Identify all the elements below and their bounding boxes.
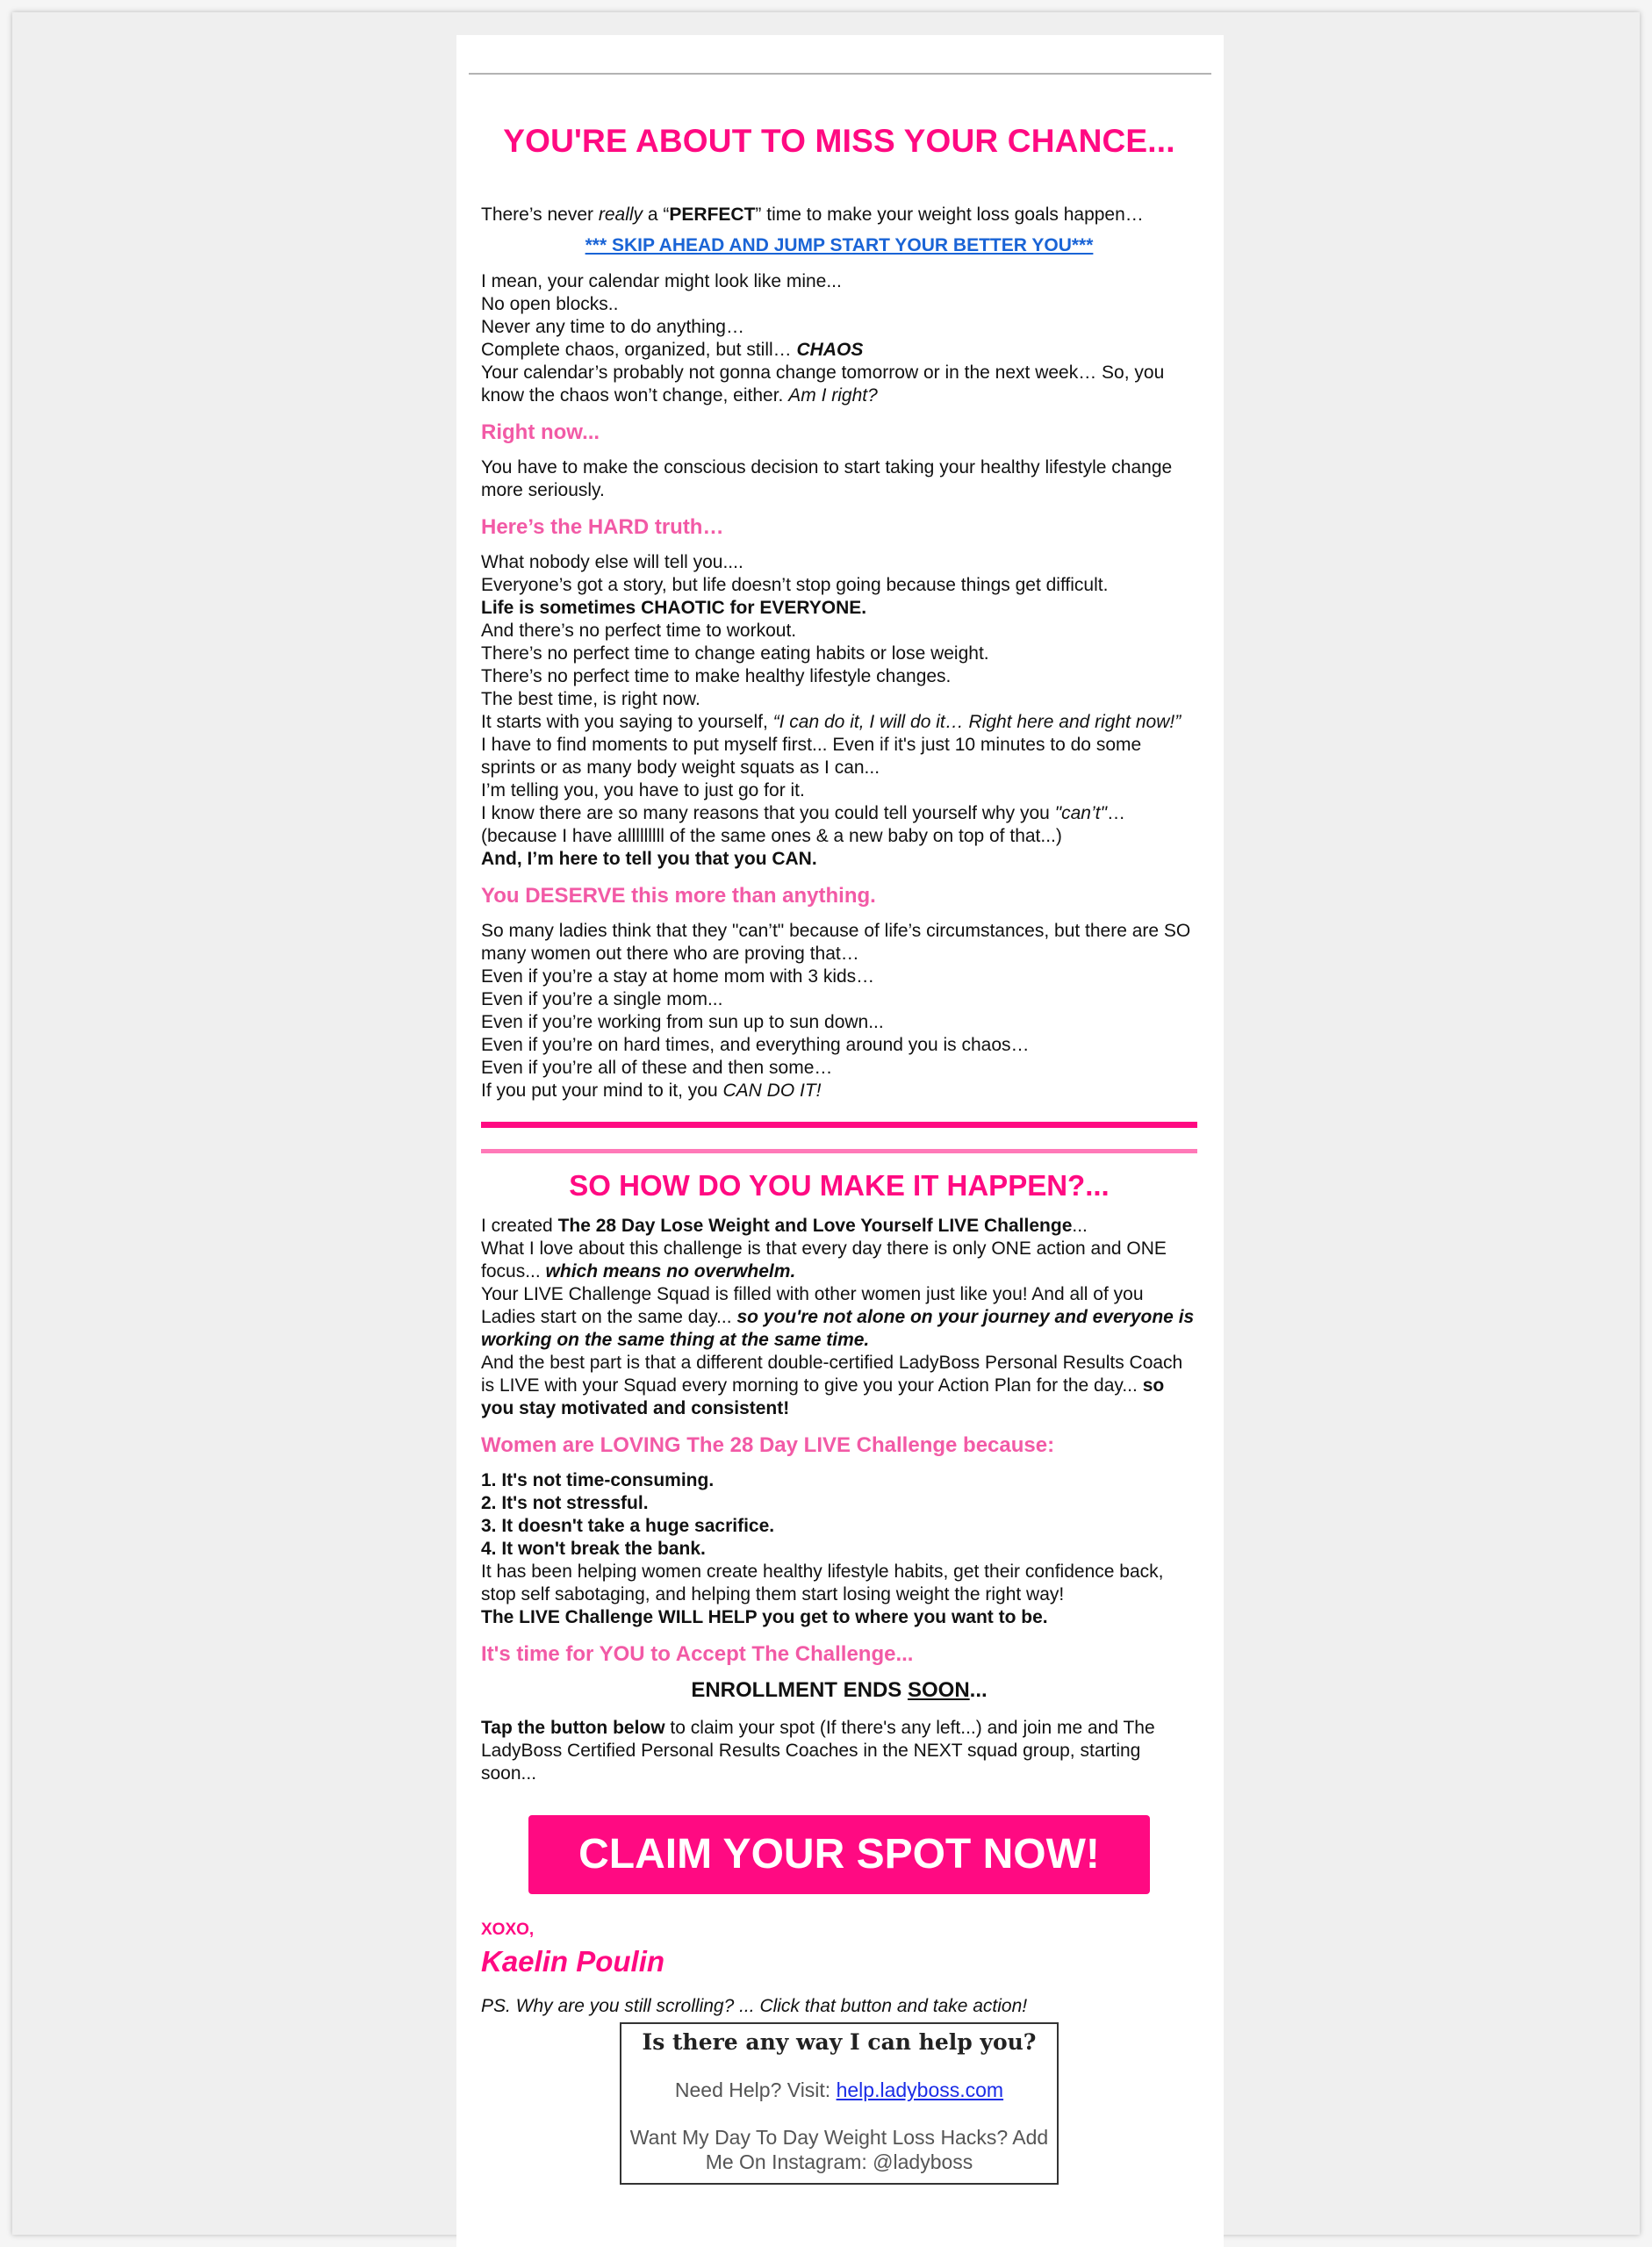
hard-truth-section: What nobody else will tell you.... Everyone’s got a story, but life doesn’t stop going because things get difficult. Life is sometimes CHAOTIC for EVERYONE. And there’s no perfect time to workout. There’s no perfect time to change eating habits or lose weight. There’s no perfect time to make healthy lifestyle changes. The best time, is right now. It starts with you saying to yourself, “I can do it, I will do it… Right here and right now!” I have to find moments to put myself first... Even if it's just 10 minutes to do some sprints or as many body weight squats as I can... I’m telling you, you have to just go for it. I know there are so many reasons that you could tell yourself why you "can’t"… (because I have alllllllll of the same ones & a new baby on top of that...) And, I’m here to tell you that you CAN. — [481, 552, 1182, 869]
calendar-section: I mean, your calendar might look like mine... No open blocks.. Never any time to do anything… Complete chaos, organized, but still… CHAOS Your calendar’s probably not gonna change tomorrow or in the next week… So, you know the chaos won’t change, either. Am I right? — [481, 271, 1165, 406]
benefits-text: It has been helping women create healthy lifestyle habits, get their confidence back, stop self sabotaging, and helping them start losing weight the right way! — [481, 1561, 1164, 1604]
loving-heading: Women are LOVING The 28 Day LIVE Challenge because: — [481, 1433, 1055, 1457]
signature: Kaelin Poulin — [481, 1945, 665, 1978]
main-headline: YOU'RE ABOUT TO MISS YOUR CHANCE... — [503, 123, 1175, 159]
top-divider — [469, 73, 1211, 75]
help-link[interactable]: help.ladyboss.com — [836, 2078, 1004, 2101]
how-heading: SO HOW DO YOU MAKE IT HAPPEN?... — [569, 1169, 1110, 1202]
list-item: 2. It's not stressful. — [481, 1493, 649, 1513]
xoxo-text: XOXO, — [481, 1920, 535, 1939]
section-divider-thin — [481, 1149, 1197, 1153]
right-now-heading: Right now... — [481, 420, 600, 444]
deserve-section: So many ladies think that they "can’t" because of life’s circumstances, but there are SO many women out there who are proving that… Even if you’re a stay at home mom with 3 kids… Even if you’re a single mom... Even if you’re working from sun up to sun down... Even if you’re on hard times, and everything around you is chaos… Even if you’re all of these and then some… If you put your mind to it, you CAN DO IT! — [481, 921, 1191, 1101]
right-now-text: You have to make the conscious decision to start taking your healthy lifestyle change more seriously. — [481, 457, 1173, 500]
hard-truth-heading: Here’s the HARD truth… — [481, 515, 724, 539]
section-divider-thick — [481, 1122, 1197, 1128]
email-content — [481, 88, 1197, 2185]
help-title: Is there any way I can help you? — [642, 2029, 1037, 2055]
benefits-bold: The LIVE Challenge WILL HELP you get to where you want to be. — [481, 1607, 1048, 1627]
list-item: 1. It's not time-consuming. — [481, 1470, 715, 1490]
list-item: 3. It doesn't take a huge sacrifice. — [481, 1516, 775, 1536]
skip-ahead-link[interactable]: *** SKIP AHEAD AND JUMP START YOUR BETTER YOU*** — [585, 235, 1094, 255]
list-item: 4. It won't break the bank. — [481, 1539, 706, 1559]
help-box: Is there any way I can help you? Need Help? Visit: help.ladyboss.com Want My Day To Day Weight Loss Hacks? Add Me On Instagram: @ladyboss — [620, 2022, 1059, 2185]
deserve-heading: You DESERVE this more than anything. — [481, 884, 876, 908]
page-frame — [12, 12, 1640, 2235]
how-section: I created The 28 Day Lose Weight and Love Yourself LIVE Challenge... What I love about this challenge is that every day there is only ONE action and ONE focus... which means no overwhelm. Your LIVE Challenge Squad is filled with other women just like you! And all of you Ladies start on the same day... so you're not alone on your journey and everyone is working on the same thing at the same time. And the best part is that a different double-certified LadyBoss Personal Results Coach is LIVE with your Squad every morning to give you your Action Plan for the day... so you stay motivated and consistent! — [481, 1216, 1195, 1418]
email-card — [456, 35, 1224, 2247]
benefits-list — [481, 1469, 1197, 1561]
enrollment-notice: ENROLLMENT ENDS SOON... — [691, 1678, 988, 1702]
tap-text: Tap the button below to claim your spot (If there's any left...) and join me and The LadyBoss Certified Personal Results Coaches in the NEXT squad group, starting soon... — [481, 1718, 1155, 1784]
ps-text: PS. Why are you still scrolling? ... Click that button and take action! — [481, 1996, 1028, 2016]
claim-spot-button[interactable]: CLAIM YOUR SPOT NOW! — [528, 1815, 1150, 1894]
intro-text: There’s never really a “PERFECT” time to make your weight loss goals happen… — [481, 205, 1144, 225]
accept-heading: It's time for YOU to Accept The Challenge... — [481, 1642, 914, 1666]
instagram-text: Want My Day To Day Weight Loss Hacks? Add Me On Instagram: @ladyboss — [629, 2126, 1049, 2173]
